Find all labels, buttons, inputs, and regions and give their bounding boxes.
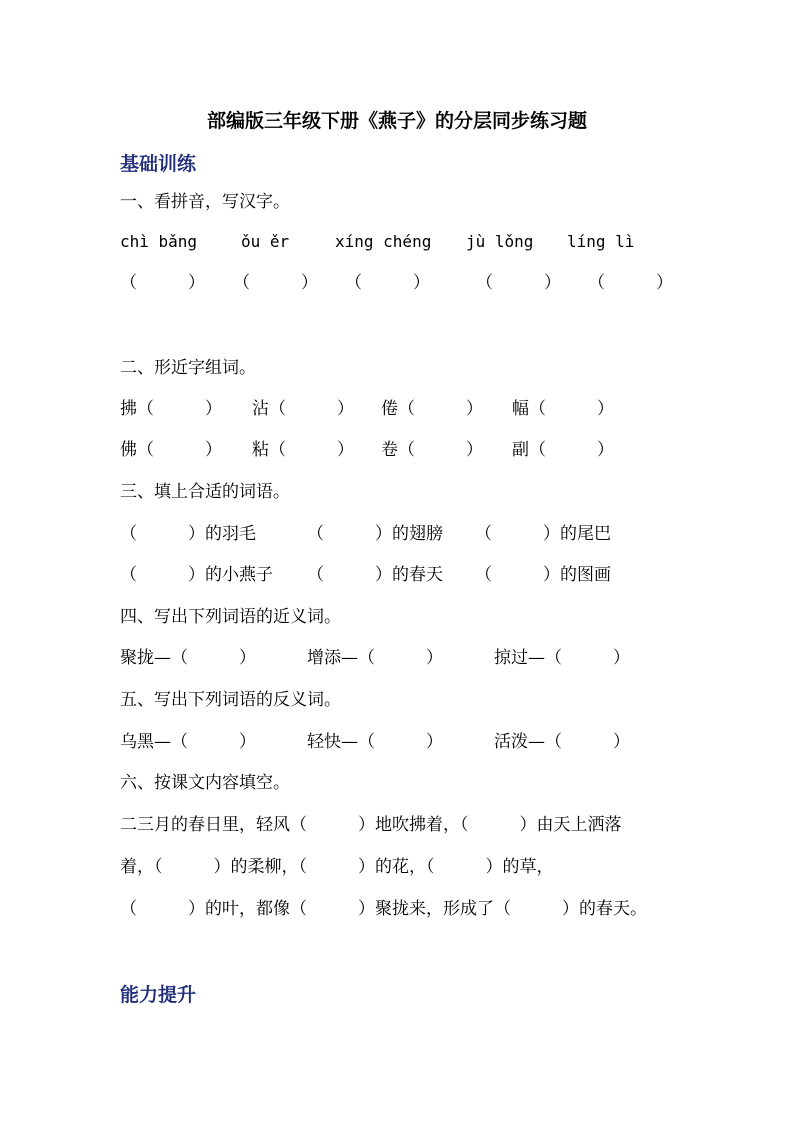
passage-line-1: 二三月的春日里，轻风（ ）地吹拂着，（ ）由天上洒落 xyxy=(120,815,622,835)
similar-char-item: 幅（ ） xyxy=(512,399,614,419)
passage-line-3: （ ）的叶，都像（ ）聚拢来，形成了（ ）的春天。 xyxy=(120,899,647,919)
pinyin-5: líng lì xyxy=(567,232,635,251)
similar-char-item: 粘（ ） xyxy=(252,440,354,460)
fill-word-item: （ ）的羽毛 xyxy=(120,524,256,544)
pinyin-2: ǒu ěr xyxy=(241,232,290,251)
pinyin-1: chì bǎng xyxy=(120,232,198,251)
q3-heading: 三、填上合适的词语。 xyxy=(120,482,290,502)
synonym-item: 掠过—（ ） xyxy=(494,648,630,668)
similar-char-item: 佛（ ） xyxy=(120,440,222,460)
section-heading-basic: 基础训练 xyxy=(120,153,197,175)
q2-heading: 二、形近字组词。 xyxy=(120,358,256,378)
q1-heading: 一、看拼音，写汉字。 xyxy=(120,192,290,212)
pinyin-answer-blank-3: （ ） xyxy=(345,273,430,293)
q5-heading: 五、写出下列词语的反义词。 xyxy=(120,690,341,710)
fill-word-item: （ ）的小燕子 xyxy=(120,565,273,585)
similar-char-item: 拂（ ） xyxy=(120,399,222,419)
antonym-item: 乌黑—（ ） xyxy=(120,732,256,752)
fill-word-item: （ ）的春天 xyxy=(307,565,443,585)
fill-word-item: （ ）的图画 xyxy=(475,565,611,585)
pinyin-answer-blank-2: （ ） xyxy=(233,273,318,293)
section-heading-advanced: 能力提升 xyxy=(120,984,197,1006)
pinyin-3: xíng chéng xyxy=(335,232,432,251)
antonym-item: 活泼—（ ） xyxy=(494,732,630,752)
page-title: 部编版三年级下册《燕子》的分层同步练习题 xyxy=(206,110,587,132)
fill-word-item: （ ）的翅膀 xyxy=(307,524,443,544)
pinyin-answer-blank-5: （ ） xyxy=(588,273,673,293)
similar-char-item: 倦（ ） xyxy=(381,399,483,419)
synonym-item: 聚拢—（ ） xyxy=(120,648,256,668)
pinyin-answer-blank-1: （ ） xyxy=(120,273,205,293)
passage-line-2: 着，（ ）的柔柳，（ ）的花，（ ）的草， xyxy=(120,857,554,877)
antonym-item: 轻快—（ ） xyxy=(307,732,443,752)
similar-char-item: 沾（ ） xyxy=(252,399,354,419)
q4-heading: 四、写出下列词语的近义词。 xyxy=(120,607,341,627)
pinyin-4: jù lǒng xyxy=(466,232,534,251)
similar-char-item: 副（ ） xyxy=(512,440,614,460)
synonym-item: 增添—（ ） xyxy=(307,648,443,668)
pinyin-answer-blank-4: （ ） xyxy=(476,273,561,293)
fill-word-item: （ ）的尾巴 xyxy=(475,524,611,544)
similar-char-item: 卷（ ） xyxy=(381,440,483,460)
q6-heading: 六、按课文内容填空。 xyxy=(120,773,290,793)
